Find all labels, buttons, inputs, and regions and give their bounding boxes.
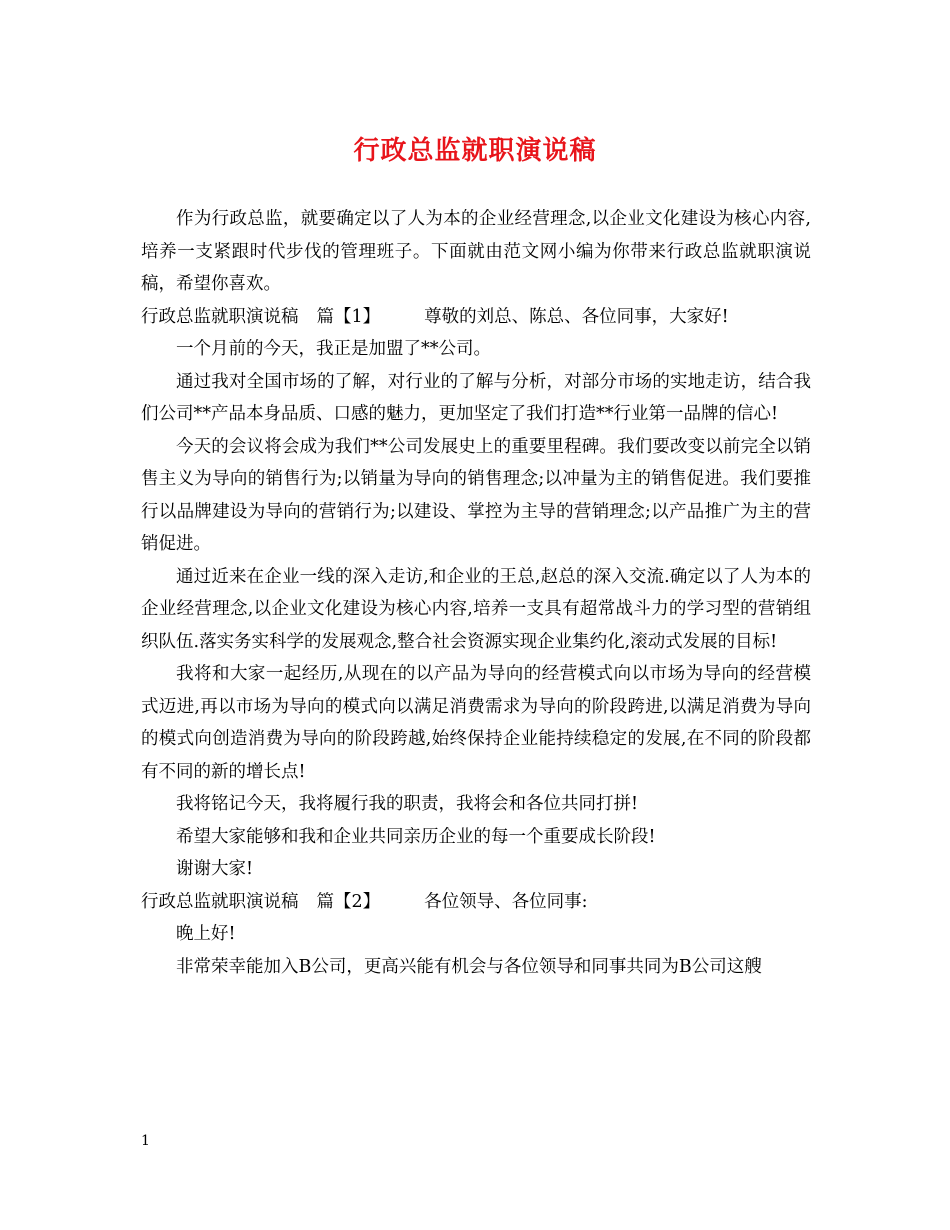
page-number: 1 — [141, 1133, 150, 1149]
section-greeting: 尊敬的刘总、陈总、各位同事，大家好! — [424, 306, 729, 327]
body-paragraph: 通过近来在企业一线的深入走访,和企业的王总,赵总的深入交流.确定以了人为本的企业经营理念,以企业文化建设为核心内容,培养一支具有超常战斗力的学习型的营销组织队伍.落实务实科学的发展观念,整合社会资源实现企业集约化,滚动式发展的目标! — [141, 566, 811, 652]
document-title: 行政总监就职演说稿 — [353, 136, 597, 166]
body-paragraph: 晚上好! — [176, 924, 236, 944]
section-title: 行政总监就职演说稿 — [141, 306, 299, 327]
section-heading-1 — [141, 301, 811, 334]
intro-paragraph: 作为行政总监，就要确定以了人为本的企业经营理念,以企业文化建设为核心内容,培养一支紧跟时代步伐的管理班子。下面就由范文网小编为你带来行政总监就职演说稿，希望你喜欢。 — [141, 209, 811, 294]
document-body — [141, 203, 811, 983]
section-heading-2 — [141, 886, 811, 919]
section-title: 行政总监就职演说稿 — [141, 891, 299, 912]
section-greeting: 各位领导、各位同事: — [424, 891, 588, 912]
body-paragraph: 非常荣幸能加入B公司，更高兴能有机会与各位领导和同事共同为B公司这艘 — [176, 956, 762, 977]
body-paragraph: 希望大家能够和我和企业共同亲历企业的每一个重要成长阶段! — [176, 826, 656, 847]
body-paragraph: 我将铭记今天，我将履行我的职责，我将会和各位共同打拼! — [176, 794, 639, 814]
body-paragraph: 通过我对全国市场的了解，对行业的了解与分析，对部分市场的实地走访，结合我们公司**产品本身品质、口感的魅力，更加坚定了我们打造**行业第一品牌的信心! — [141, 371, 811, 424]
body-paragraph: 我将和大家一起经历,从现在的以产品为导向的经营模式向以市场为导向的经营模式迈进,再以市场为导向的模式向以满足消费需求为导向的阶段跨进,以满足消费为导向的模式向创造消费为导向的阶段跨越,始终保持企业能持续稳定的发展,在不同的阶段都有不同的新的增长点! — [141, 664, 811, 782]
body-paragraph: 今天的会议将会成为我们**公司发展史上的重要里程碑。我们要改变以前完全以销售主义为导向的销售行为;以销量为导向的销售理念;以冲量为主的销售促进。我们要推行以品牌建设为导向的营销行为;以建设、掌控为主导的营销理念;以产品推广为主的营销促进。 — [141, 436, 811, 554]
section-number: 篇【2】 — [316, 891, 381, 912]
body-paragraph: 谢谢大家! — [176, 859, 254, 879]
section-number: 篇【1】 — [316, 306, 381, 327]
body-paragraph: 一个月前的今天，我正是加盟了**公司。 — [176, 339, 491, 359]
